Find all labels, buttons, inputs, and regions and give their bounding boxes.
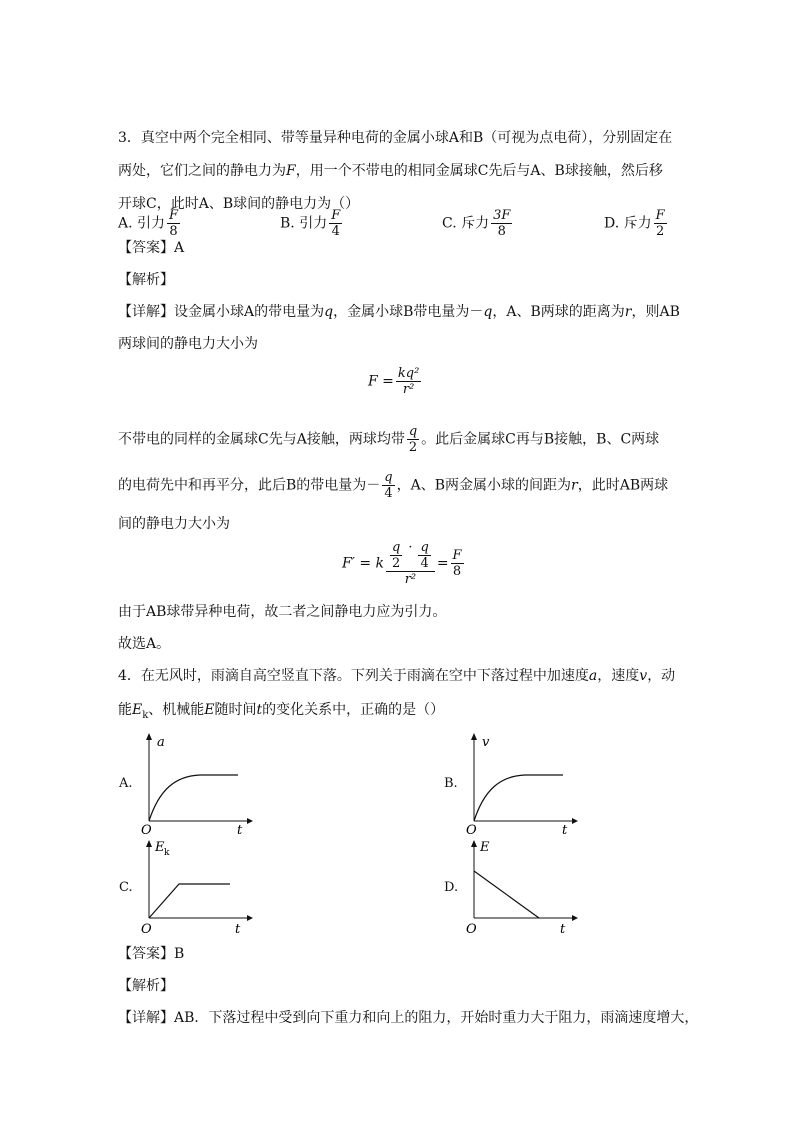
q4-graph-b-label: B. (444, 776, 458, 791)
q3-analysis-tag: 【解析】 (118, 272, 174, 288)
q3-detail-line5: 间的静电力大小为 (118, 516, 230, 532)
q3-equation-1: F = $\frac{\text{kq²}}{\text{r²}}$ (368, 366, 420, 397)
y-axis-arrow-icon (471, 733, 477, 740)
q4-graph-a-label: A. (119, 776, 133, 791)
graph-b-curve (474, 775, 563, 821)
graph-c-ylabel: E (155, 840, 165, 855)
q4-graph-c (135, 835, 255, 940)
graph-b-origin: O (466, 823, 477, 835)
q4-graph-b (460, 730, 580, 835)
q4-graph-c-label: C. (119, 880, 133, 895)
graph-d-origin: O (466, 922, 477, 937)
q3-stem-line1: 3．真空中两个完全相同、带等量异种电荷的金属小球A和B（可视为点电荷），分别固定在 (118, 130, 673, 146)
q4-graph-d-label: D. (444, 880, 459, 895)
graph-b-ylabel: v (482, 735, 490, 750)
q4-graph-d (460, 835, 580, 940)
q3-detail-line4: 的电荷先中和再平分，此后B的带电量为－ $\frac{q}{4}$ ，A、B两金属小球的间距为r，此时AB两球 (118, 470, 669, 501)
q4-stem-line1: 4．在无风时，雨滴自高空竖直下落。下列关于雨滴在空中下落过程中加速度a，速度v，动 (118, 668, 676, 684)
q4-stem-line2: 能$E_k$、机械能E随时间t的变化关系中，正确的是（） (118, 702, 445, 721)
graph-c-ylabel-sub: k (164, 848, 170, 858)
q3-stem-line3: 开球C，此时A、B球间的静电力为（） (118, 196, 360, 212)
y-axis-arrow-icon (471, 840, 477, 847)
graph-c-origin: O (141, 922, 152, 937)
q3-stem-line2: 两处，它们之间的静电力为F，用一个不带电的相同金属球C先后与A、B球接触，然后移 (118, 163, 663, 179)
q3-option-b: B. 引力 $\frac{F}{4}$ (280, 208, 341, 239)
graph-d-xlabel: t (560, 922, 566, 937)
q4-graph-a (135, 730, 255, 835)
graph-a-xlabel: t (237, 823, 243, 835)
q3-detail-line2: 两球间的静电力大小为 (118, 336, 258, 352)
q3-detail-line1: 【详解】设金属小球A的带电量为q，金属小球B带电量为－q，A、B两球的距离为r，则AB (118, 304, 680, 320)
q3-answer: 【答案】A (118, 240, 185, 256)
q4-analysis-tag: 【解析】 (118, 978, 174, 994)
q4-detail-line1: 【详解】AB．下落过程中受到向下重力和向上的阻力，开始时重力大于阻力，雨滴速度增大， (118, 1010, 699, 1026)
q3-option-c: C. 斥力 $\frac{3F}{8}$ (442, 208, 511, 239)
x-axis-arrow-icon (247, 818, 253, 824)
q3-detail-line6: 由于AB球带异种电荷，故二者之间静电力应为引力。 (118, 604, 447, 620)
graph-a-curve (149, 775, 238, 821)
q3-options (118, 198, 678, 239)
graph-a-origin: O (141, 823, 152, 835)
q4-answer: 【答案】B (118, 946, 185, 962)
graph-d-ylabel: E (480, 840, 490, 855)
y-axis-arrow-icon (146, 733, 152, 740)
x-axis-arrow-icon (572, 818, 578, 824)
graph-c-line (149, 884, 230, 918)
x-axis-arrow-icon (247, 915, 253, 921)
q3-detail-line3: 不带电的同样的金属球C先与A接触，两球均带 $\frac{q}{2}$ 。此后金属球C再与B接触，B、C两球 (118, 424, 660, 455)
q3-option-a: A. 引力 $\frac{F}{8}$ (118, 208, 179, 239)
y-axis-arrow-icon (146, 840, 152, 847)
q3-option-d: D. 斥力 $\frac{F}{2}$ (604, 208, 665, 239)
x-axis-arrow-icon (572, 915, 578, 921)
graph-c-xlabel: t (235, 922, 241, 937)
q3-conclusion: 故选A。 (118, 636, 171, 652)
graph-b-xlabel: t (562, 823, 568, 835)
q3-equation-2: F′ = k $\frac{q}{2}$ · $\frac{q}{4}$ r² = $\frac{F}{8}$ (342, 540, 462, 587)
graph-d-line (474, 871, 539, 918)
graph-a-ylabel: a (157, 735, 165, 750)
